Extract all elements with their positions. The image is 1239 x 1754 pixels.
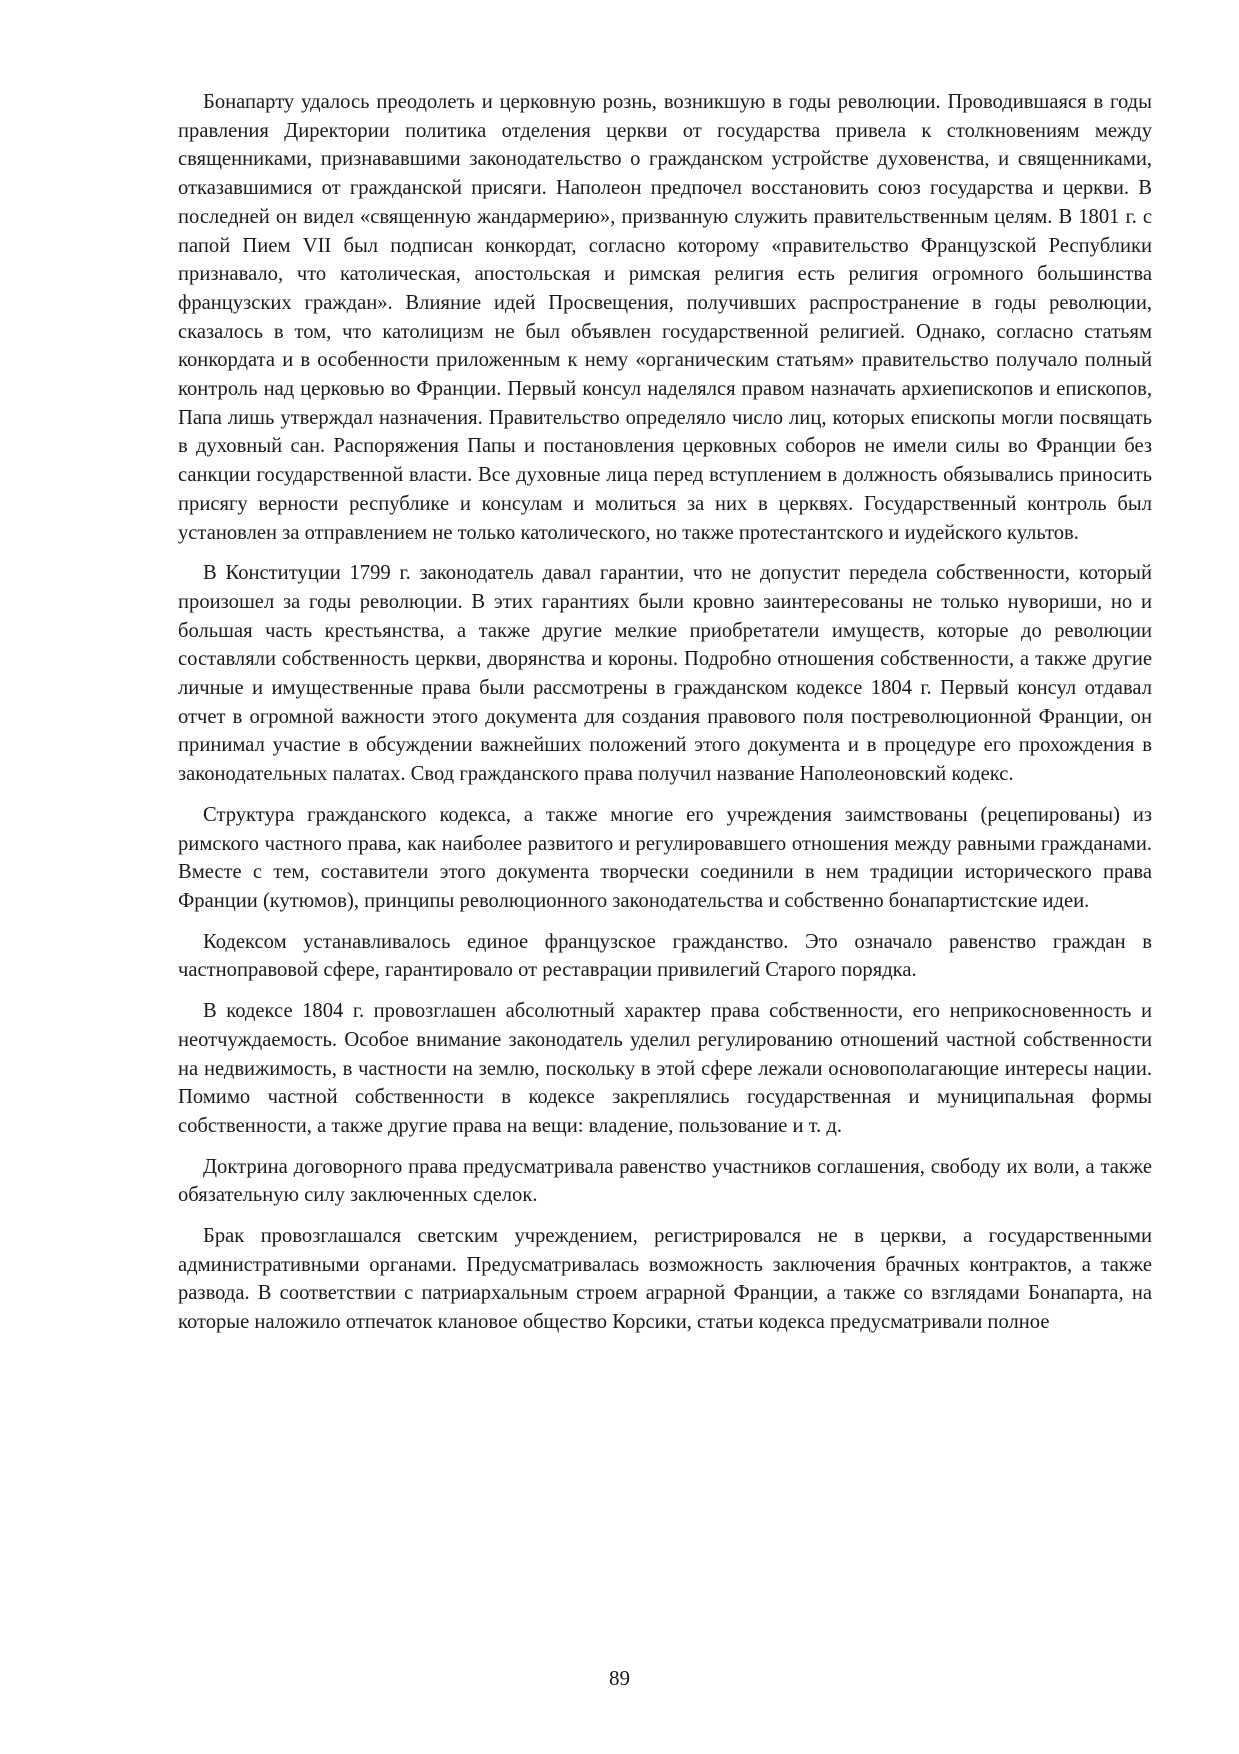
paragraph: Бонапарту удалось преодолеть и церковную рознь, возникшую в годы революции. Проводившаяся в годы правления Директории политика отделения церкви от государства привела к столкновениям между священниками, признававшими законодательство о гражданском устройстве духовенства, и священниками, отказавшимися от гражданской присяги. Наполеон предпочел восстановить союз государства и церкви. В последней он видел «священную жандармерию», призванную служить правительственным целям. В 1801 г. с папой Пием VII был подписан конкордат, согласно которому «правительство Французской Республики признавало, что католическая, апостольская и римская религия есть религия огромного большинства французских граждан». Влияние идей Просвещения, получивших распространение в годы революции, сказалось в том, что католицизм не был объявлен государственной религией. Однако, согласно статьям конкордата и в особенности приложенным к нему «органическим статьям» правительство получало полный контроль над церковью во Франции. Первый консул наделялся правом назначать архиепископов и епископов, Папа лишь утверждал назначения. Правительство определяло число лиц, которых епископы могли посвящать в духовный сан. Распоряжения Папы и постановления церковных соборов не имели силы во Франции без санкции государственной власти. Все духовные лица перед вступлением в должность обязывались приносить присягу верности республике и консулам и молиться за них в церквях. Государственный контроль был установлен за отправлением не только католического, но также протестантского и иудейского культов. [178, 91, 1152, 544]
paragraph: Кодексом устанавливалось единое французское гражданство. Это означало равенство граждан в частноправовой сфере, гарантировало от реставрации привилегий Старого порядка. [178, 930, 1152, 982]
paragraph: Доктрина договорного права предусматривала равенство участников соглашения, свободу их воли, а также обязательную силу заключенных сделок. [178, 1155, 1152, 1207]
page-number: 89 [609, 1666, 630, 1690]
document-body [178, 88, 1152, 1349]
paragraph: В Конституции 1799 г. законодатель давал гарантии, что не допустит передела собственности, который произошел за годы революции. В этих гарантиях были кровно заинтересованы не только нувориши, но и большая часть крестьянства, а также другие мелкие приобретатели имуществ, которые до революции составляли собственность церкви, дворянства и короны. Подробно отношения собственности, а также другие личные и имущественные права были рассмотрены в гражданском кодексе 1804 г. Первый консул отдавал отчет в огромной важности этого документа для создания правового поля постреволюционной Франции, он принимал участие в обсуждении важнейших положений этого документа и в процедуре его прохождения в законодательных палатах. Свод гражданского права получил название Наполеоновский кодекс. [178, 562, 1152, 786]
paragraph: В кодексе 1804 г. провозглашен абсолютный характер права собственности, его неприкосновенность и неотчуждаемость. Особое внимание законодатель уделил регулированию отношений частной собственности на недвижимость, в частности на землю, поскольку в этой сфере лежали основополагающие интересы нации. Помимо частной собственности в кодексе закреплялись государственная и муниципальная формы собственности, а также другие права на вещи: владение, пользование и т. д. [178, 1000, 1152, 1137]
paragraph: Брак провозглашался светским учреждением, регистрировался не в церкви, а государственными административными органами. Предусматривалась возможность заключения брачных контрактов, а также развода. В соответствии с патриархальным строем аграрной Франции, а также со взглядами Бонапарта, на которые наложило отпечаток клановое общество Корсики, статьи кодекса предусматривали полное [178, 1225, 1152, 1334]
paragraph: Структура гражданского кодекса, а также многие его учреждения заимствованы (рецепированы) из римского частного права, как наиболее развитого и регулировавшего отношения между равными гражданами. Вместе с тем, составители этого документа творчески соединили в нем традиции исторического права Франции (кутюмов), принципы революционного законодательства и собственно бонапартистские идеи. [178, 803, 1152, 912]
